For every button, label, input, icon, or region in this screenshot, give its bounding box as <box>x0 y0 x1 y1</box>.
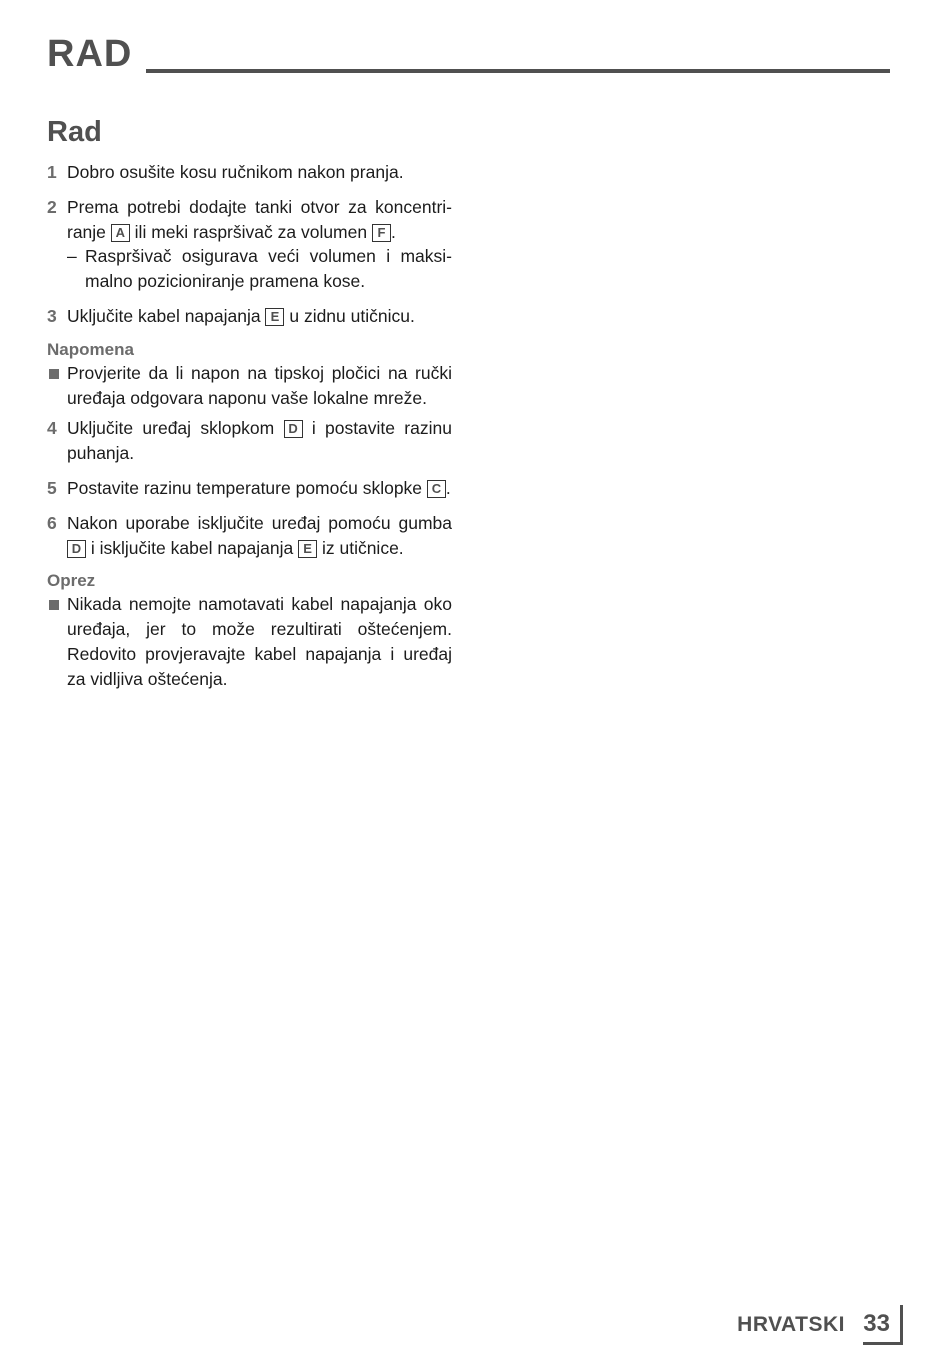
caution-text: Nikada nemojte namotavati kabel napajanja oko uređaja, jer to može rezultirati oštećenjem. Redovito provjeravajte kabel napajanja i uređaj za vidljiva oštećenja. <box>67 594 452 689</box>
step-5 <box>47 476 452 501</box>
dash-marker: – <box>67 246 77 267</box>
step-text: Dobro osušite kosu ručnikom nakon pranja. <box>67 162 404 182</box>
step-number: 6 <box>47 512 57 533</box>
page-header <box>47 30 890 76</box>
key-label-d: D <box>284 420 303 438</box>
step-number: 2 <box>47 196 57 217</box>
step-text: i postavite razinu puhanja. <box>67 418 452 464</box>
sub-text: Raspršivač osigurava veći volumen i maksi-malno pozicioniranje pramena kose. <box>85 246 452 292</box>
page-footer <box>703 1305 903 1345</box>
square-bullet-icon <box>49 600 59 610</box>
key-label-a: A <box>111 224 130 242</box>
step-text: Uključite uređaj sklopkom <box>67 418 275 439</box>
step-text: Nakon uporabe isključite uređaj pomoću gumba <box>67 512 452 533</box>
note-text: Provjerite da li napon na tipskoj pločici na ručki uređaja odgovara naponu vaše lokalne mreže. <box>67 362 452 408</box>
step-number: 1 <box>47 162 57 182</box>
note-item <box>47 361 452 411</box>
step-text: Uključite kabel napajanja <box>67 305 261 326</box>
step-number: 4 <box>47 418 57 439</box>
key-label-d: D <box>67 540 86 558</box>
step-text: i isključite kabel napajanja <box>90 537 294 558</box>
step-text: u zidnu utičnicu. <box>289 305 415 326</box>
caution-item <box>47 592 452 691</box>
step-text: . <box>445 477 451 498</box>
header-title: RAD <box>47 33 133 75</box>
step-number: 3 <box>47 305 57 326</box>
step-text: Prema potrebi dodajte tanki otvor za koncentri-ranje <box>67 196 452 242</box>
key-label-f: F <box>372 224 391 242</box>
page-number: 33 <box>863 1310 890 1337</box>
key-label-c: C <box>427 480 446 498</box>
footer-corner-bar <box>900 1305 903 1345</box>
footer-corner-base <box>863 1342 903 1345</box>
key-label-e: E <box>298 540 317 558</box>
content-column <box>47 112 452 698</box>
step-4 <box>47 416 452 466</box>
step-text: iz utičnice. <box>321 537 404 558</box>
step-text: Postavite razinu temperature pomoću sklopke <box>67 477 423 498</box>
step-sub-item <box>67 244 452 294</box>
step-6 <box>47 511 452 561</box>
square-bullet-icon <box>49 369 59 379</box>
step-1 <box>47 160 452 185</box>
step-number: 5 <box>47 477 57 498</box>
step-2 <box>47 195 452 294</box>
step-3 <box>47 304 452 329</box>
key-label-e: E <box>265 308 284 326</box>
footer-language: HRVATSKI <box>737 1313 845 1336</box>
step-text: . <box>390 221 396 242</box>
header-rule <box>146 69 890 73</box>
section-title: Rad <box>47 116 102 148</box>
step-text: ili meki raspršivač za volumen <box>134 221 368 242</box>
note-title: Napomena <box>47 339 134 359</box>
caution-title: Oprez <box>47 571 96 591</box>
